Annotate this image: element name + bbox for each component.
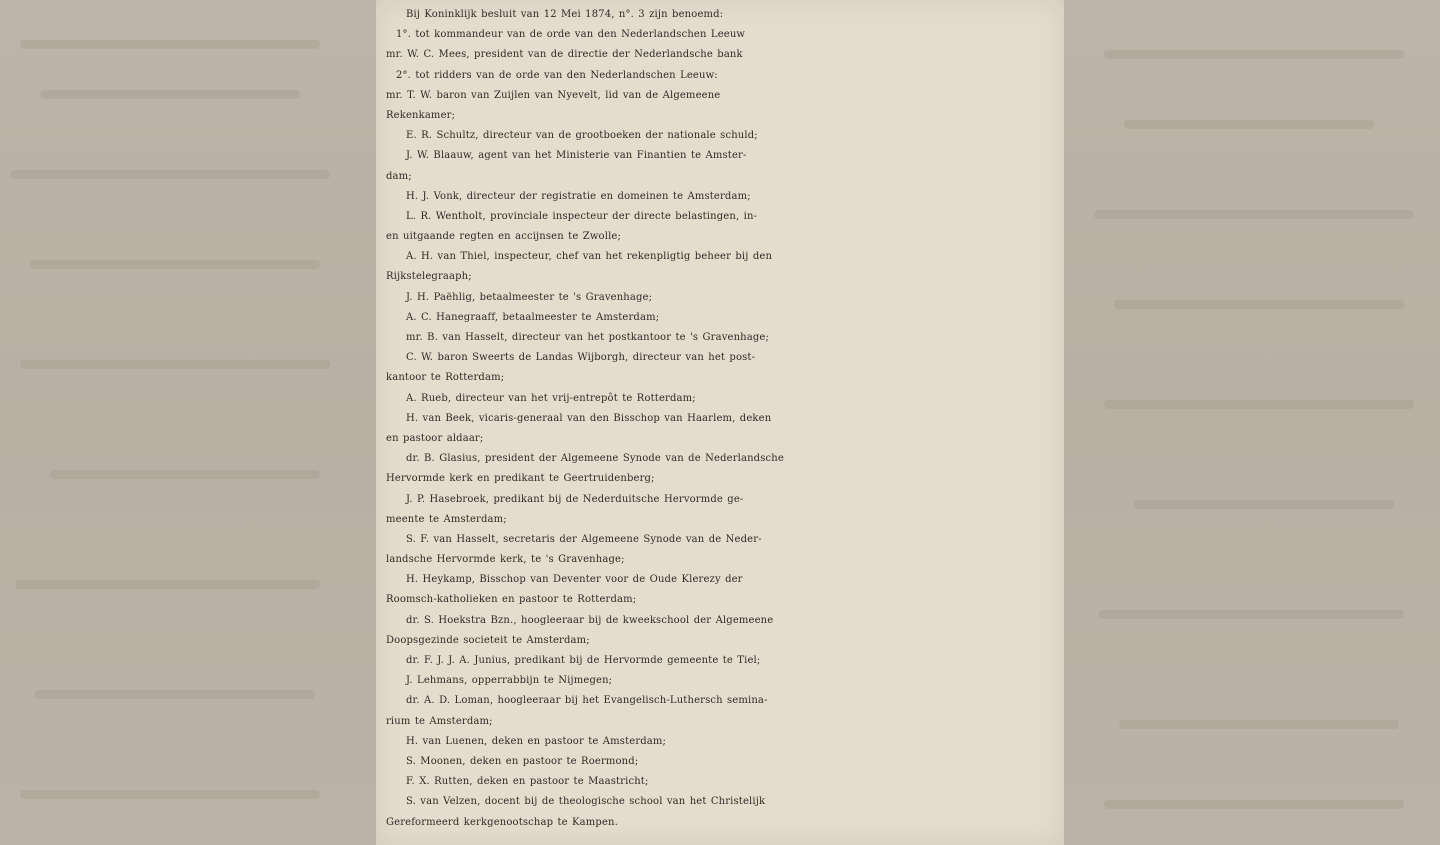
text-line: E. R. Schultz, directeur van de grootboeken der nationale schuld;: [406, 130, 758, 142]
text-line: mr. B. van Hasselt, directeur van het postkantoor te 's Gravenhage;: [406, 332, 770, 343]
blurred-text-line: [1104, 50, 1404, 59]
text-line: kantoor te Rotterdam;: [386, 372, 505, 384]
text-line: mr. W. C. Mees, president van de directie der Nederlandsche bank: [386, 49, 743, 61]
page-heading: Bij Koninklijk besluit van 12 Mei 1874, n°. 3 zijn benoemd:: [406, 9, 724, 20]
text-line: J. W. Blaauw, agent van het Ministerie van Finantien te Amster-: [406, 150, 747, 162]
blurred-text-line: [30, 260, 320, 269]
text-line: Roomsch-katholieken en pastoor te Rotterdam;: [386, 594, 637, 606]
text-line: en pastoor aldaar;: [386, 432, 484, 444]
blurred-text-line: [15, 580, 320, 589]
text-line: S. van Velzen, docent bij de theologische school van het Christelijk: [406, 796, 766, 808]
text-line: L. R. Wentholt, provinciale inspecteur der directe belastingen, in-: [406, 210, 758, 222]
text-line: rium te Amsterdam;: [386, 715, 493, 727]
blurred-background-right: [1064, 0, 1440, 845]
blurred-text-line: [1119, 720, 1399, 729]
text-line: J. Lehmans, opperrabbijn te Nijmegen;: [406, 675, 613, 687]
text-line: A. H. van Thiel, inspecteur, chef van het rekenpligtig beheer bij den: [406, 251, 773, 263]
scanned-page: [376, 0, 1064, 845]
blurred-text-line: [40, 90, 300, 99]
text-line: Rekenkamer;: [386, 109, 456, 121]
text-line: Gereformeerd kerkgenootschap te Kampen.: [386, 816, 618, 828]
blurred-text-line: [35, 690, 315, 699]
text-line: S. Moonen, deken en pastoor te Roermond;: [406, 755, 639, 767]
text-line: 2°. tot ridders van de orde van den Nederlandschen Leeuw:: [396, 69, 718, 81]
text-line: C. W. baron Sweerts de Landas Wijborgh, directeur van het post-: [406, 352, 756, 364]
blurred-text-line: [1104, 800, 1404, 809]
text-line: Doopsgezinde societeit te Amsterdam;: [386, 634, 590, 646]
blurred-text-line: [50, 470, 320, 479]
text-line: H. Heykamp, Bisschop van Deventer voor de Oude Klerezy der: [406, 574, 743, 586]
blurred-text-line: [20, 360, 330, 369]
blurred-text-line: [20, 790, 320, 799]
text-line: dam;: [386, 170, 412, 182]
blurred-text-line: [20, 40, 320, 49]
blurred-text-line: [1134, 500, 1394, 509]
text-line: F. X. Rutten, deken en pastoor te Maastricht;: [406, 776, 649, 788]
text-line: 1°. tot kommandeur van de orde van den Nederlandschen Leeuw: [396, 29, 746, 41]
text-line: dr. F. J. J. A. Junius, predikant bij de Hervormde gemeente te Tiel;: [406, 655, 761, 666]
blurred-text-line: [1094, 210, 1414, 219]
blurred-text-line: [10, 170, 330, 179]
document-text: [376, 5, 1064, 833]
text-line: A. C. Hanegraaff, betaalmeester te Amsterdam;: [406, 311, 660, 323]
text-line: en uitgaande regten en accijnsen te Zwolle;: [386, 231, 621, 243]
text-line: A. Rueb, directeur van het vrij-entrepôt te Rotterdam;: [406, 392, 696, 404]
blurred-text-line: [1124, 120, 1374, 129]
text-line: mr. T. W. baron van Zuijlen van Nyevelt, lid van de Algemeene: [386, 89, 721, 101]
blurred-text-line: [1104, 400, 1414, 409]
text-line: J. H. Paëhlig, betaalmeester te 's Gravenhage;: [406, 291, 653, 303]
blurred-text-line: [1114, 300, 1404, 309]
blurred-text-line: [1099, 610, 1404, 619]
text-line: dr. S. Hoekstra Bzn., hoogleeraar bij de kweekschool der Algemeene: [406, 614, 774, 626]
text-line: landsche Hervormde kerk, te 's Gravenhage;: [386, 554, 625, 566]
text-line: meente te Amsterdam;: [386, 513, 507, 525]
text-line: dr. B. Glasius, president der Algemeene Synode van de Nederlandsche: [406, 453, 784, 465]
text-line: Rijkstelegraaph;: [386, 271, 472, 283]
text-line: J. P. Hasebroek, predikant bij de Nederduitsche Hervormde ge-: [406, 493, 744, 505]
blurred-background-left: [0, 0, 376, 845]
text-line: H. J. Vonk, directeur der registratie en domeinen te Amsterdam;: [406, 190, 751, 202]
text-line: S. F. van Hasselt, secretaris der Algemeene Synode van de Neder-: [406, 533, 762, 545]
text-line: H. van Luenen, deken en pastoor te Amsterdam;: [406, 735, 667, 747]
text-line: Hervormde kerk en predikant te Geertruidenberg;: [386, 473, 655, 485]
text-line: dr. A. D. Loman, hoogleeraar bij het Evangelisch-Luthersch semina-: [406, 695, 768, 707]
text-line: H. van Beek, vicaris-generaal van den Bisschop van Haarlem, deken: [406, 412, 772, 424]
